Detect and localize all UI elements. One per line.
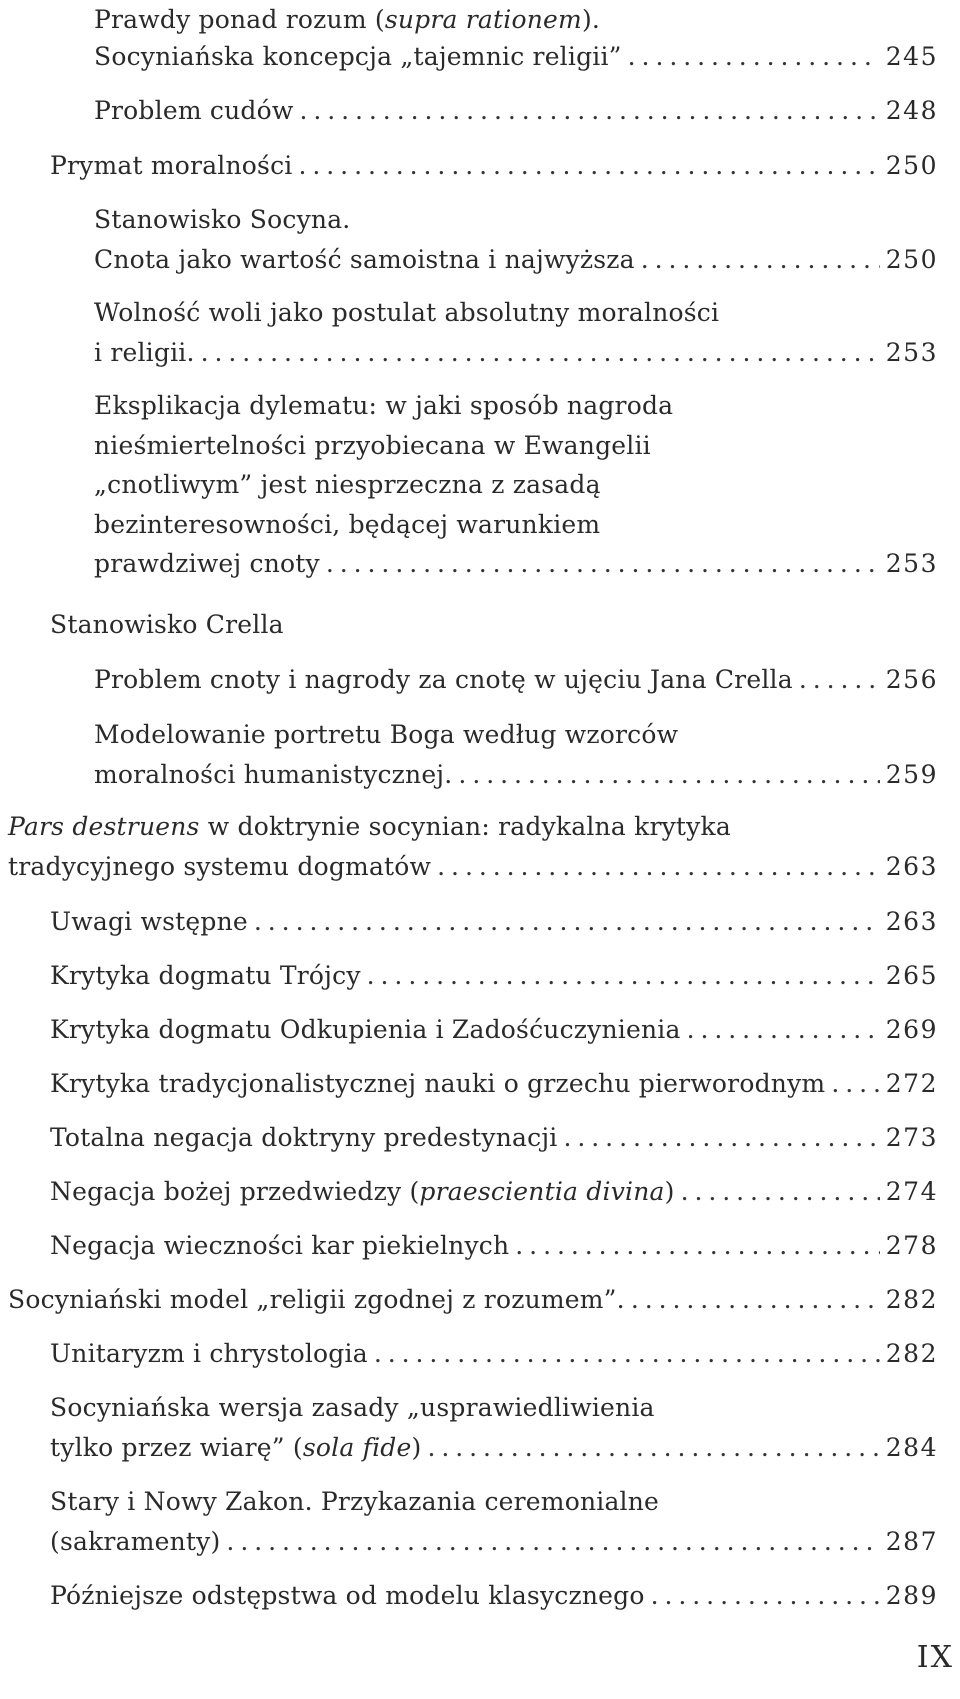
- toc-entry-text: Cnota jako wartość samoistna i najwyższa: [94, 244, 635, 274]
- toc-entry-title: [50, 1118, 558, 1158]
- dot-leader: [515, 1226, 880, 1266]
- toc-entry-italic: praescientia divina: [419, 1177, 665, 1206]
- toc-entry-title: [50, 146, 293, 186]
- toc-entry: [50, 1226, 938, 1266]
- toc-page-number: 245: [885, 42, 938, 71]
- dot-leader: [458, 755, 879, 795]
- toc-entry-last-line: [94, 544, 938, 584]
- toc-entry-last-line: [50, 1334, 938, 1374]
- toc-entry-last-line: [50, 1522, 938, 1562]
- toc-entry-title: [94, 660, 793, 700]
- toc-entry-title: [50, 1428, 421, 1468]
- toc-entry-title: [50, 1576, 645, 1616]
- dot-leader: [367, 956, 880, 996]
- dot-leader: [631, 1280, 880, 1320]
- toc-entry-title: [50, 1334, 368, 1374]
- toc-entry-last-line: [94, 240, 938, 280]
- toc-entry-line: Stary i Nowy Zakon. Przykazania ceremonialne: [50, 1487, 660, 1516]
- toc-entry-italic: Pars destruens: [8, 812, 200, 841]
- toc-entry-title: [94, 755, 452, 795]
- toc-entry-line: [94, 0, 938, 40]
- dot-leader: [831, 1064, 879, 1104]
- toc-entry: [94, 37, 938, 77]
- toc-page-number: 250: [885, 151, 938, 180]
- toc-entry-text: (sakramenty): [50, 1526, 221, 1556]
- toc-entry: [94, 660, 938, 700]
- toc-entry-text: ): [411, 1432, 422, 1462]
- toc-entry-text: Unitaryzm i chrystologia: [50, 1339, 368, 1368]
- toc-entry-title: [94, 333, 195, 373]
- toc-entry-text: Socyniańska koncepcja „tajemnic religii”: [94, 42, 622, 71]
- dot-leader: [299, 146, 880, 186]
- dot-leader: [437, 847, 880, 887]
- toc-entry-line: Stanowisko Socyna.: [94, 205, 351, 234]
- dot-leader: [564, 1118, 880, 1158]
- toc-entry-title: [94, 91, 293, 131]
- dot-leader: [641, 240, 880, 280]
- toc-entry-last-line: [94, 660, 938, 700]
- toc-entry-last-line: [50, 1172, 938, 1212]
- toc-entry-text: tradycyjnego systemu dogmatów: [8, 851, 432, 881]
- toc-page-number: 269: [885, 1015, 938, 1044]
- dot-leader: [799, 660, 880, 700]
- dot-leader: [628, 37, 880, 77]
- toc-page-number: 287: [885, 1526, 938, 1556]
- toc-entry: [50, 956, 938, 996]
- toc-page-number: 253: [885, 549, 938, 578]
- toc-page-number: 282: [885, 1285, 938, 1314]
- toc-entry: [50, 605, 938, 645]
- toc-entry: [94, 386, 938, 584]
- toc-entry: [8, 1280, 938, 1320]
- toc-entry-last-line: [50, 956, 938, 996]
- toc-page-number: 263: [885, 851, 938, 881]
- toc-entry: [50, 1118, 938, 1158]
- toc-entry: [50, 146, 938, 186]
- toc-entry: [50, 1172, 938, 1212]
- toc-entry-last-line: [94, 333, 938, 373]
- toc-entry-text: Socyniański model „religii zgodnej z rozumem”.: [8, 1285, 625, 1314]
- dot-leader: [299, 91, 879, 131]
- toc-entry-last-line: [50, 1010, 938, 1050]
- dot-leader: [427, 1428, 879, 1468]
- toc-entry-line: bezinteresowności, będącej warunkiem: [94, 509, 601, 539]
- toc-entry: [50, 902, 938, 942]
- dot-leader: [687, 1010, 880, 1050]
- toc-entry: [50, 1576, 938, 1616]
- toc-entry: [8, 807, 938, 886]
- toc-page-number: 256: [885, 665, 938, 694]
- toc-page-number: 248: [885, 96, 938, 125]
- toc-entry-text: prawdziwej cnoty: [94, 549, 320, 578]
- toc-entry-text: Problem cudów: [94, 96, 294, 125]
- toc-entry-last-line: [50, 1118, 938, 1158]
- toc-entry-last-line: [50, 902, 938, 942]
- toc-entry-text: moralności humanistycznej.: [94, 759, 453, 789]
- toc-entry-title: [8, 1280, 625, 1320]
- toc-entry-title: [50, 1010, 681, 1050]
- toc-page-number: 284: [885, 1432, 938, 1462]
- toc-page-number: 274: [885, 1177, 938, 1206]
- toc-page-number: 282: [885, 1339, 938, 1368]
- toc-entry: [94, 91, 938, 131]
- toc-entry-last-line: [94, 91, 938, 131]
- toc-entry-title: [50, 956, 361, 996]
- toc-entry-title: [50, 1064, 825, 1104]
- toc-entry-text: Problem cnoty i nagrody za cnotę w ujęciu Jana Crella: [94, 665, 793, 694]
- toc-entry-line: Stanowisko Crella: [50, 610, 284, 639]
- page-folio: IX: [916, 1640, 954, 1675]
- toc-entry-italic: sola fide: [302, 1432, 412, 1462]
- toc-entry-last-line: [50, 1428, 938, 1468]
- toc-entry: [50, 1334, 938, 1374]
- toc-entry-last-line: [50, 1576, 938, 1616]
- toc-entry: [50, 1388, 938, 1467]
- toc-entry-last-line: [50, 1064, 938, 1104]
- toc-entry-title: [94, 37, 622, 77]
- toc-page-number: 263: [885, 907, 938, 936]
- toc-page-number: 278: [885, 1231, 938, 1260]
- toc-entry-line: nieśmiertelności przyobiecana w Ewangelii: [94, 430, 651, 460]
- toc-entry-text: Późniejsze odstępstwa od modelu klasycznego: [50, 1581, 645, 1610]
- toc-entry: [50, 1482, 938, 1561]
- toc-entry-text: Negacja wieczności kar piekielnych: [50, 1231, 510, 1260]
- toc-entry-text: tylko przez wiarę” (: [50, 1432, 303, 1462]
- toc-entry-title: [50, 1226, 509, 1266]
- toc-entry-text: Prawdy ponad rozum (: [94, 5, 385, 34]
- dot-leader: [651, 1576, 880, 1616]
- dot-leader: [326, 544, 880, 584]
- toc-entry: [50, 1064, 938, 1104]
- toc-page-number: 289: [885, 1581, 938, 1610]
- toc-entry-text: Krytyka tradycjonalistycznej nauki o grzechu pierworodnym: [50, 1069, 826, 1098]
- toc-entry-line: [8, 807, 938, 847]
- toc-entry-text: Negacja bożej przedwiedzy (: [50, 1177, 420, 1206]
- toc-entry-title: [94, 240, 635, 280]
- toc-entry: [94, 200, 938, 279]
- toc-entry-text: Krytyka dogmatu Odkupienia i Zadośćuczynienia: [50, 1015, 681, 1044]
- toc-page-number: 265: [885, 961, 938, 990]
- toc-entry: [94, 715, 938, 794]
- toc-entry-last-line: [94, 755, 938, 795]
- dot-leader: [226, 1522, 879, 1562]
- toc-entry: [94, 293, 938, 372]
- toc-page-number: 273: [885, 1123, 938, 1152]
- toc-entry-last-line: [50, 146, 938, 186]
- toc-entry-text: ).: [581, 5, 601, 34]
- toc-entry-text: i religii.: [94, 337, 195, 367]
- toc-entry-last-line: [50, 1226, 938, 1266]
- toc-entry-line: Eksplikacja dylematu: w jaki sposób nagroda: [94, 391, 674, 420]
- toc-entry-text: w doktrynie socynian: radykalna krytyka: [199, 812, 731, 841]
- toc-entry-line: Socyniańska wersja zasady „usprawiedliwienia: [50, 1393, 655, 1422]
- toc-entry-italic: supra rationem: [384, 5, 582, 34]
- toc-entry-line: Modelowanie portretu Boga według wzorców: [94, 720, 679, 749]
- toc-page-number: 259: [885, 759, 938, 789]
- toc-entry-line: „cnotliwym” jest niesprzeczna z zasadą: [94, 470, 601, 499]
- toc-entry-title: [8, 847, 431, 887]
- dot-leader: [374, 1334, 880, 1374]
- toc-page-number: 250: [885, 244, 938, 274]
- toc-entry-title: [50, 902, 248, 942]
- toc-entry: [94, 0, 938, 40]
- toc-entry-last-line: [8, 847, 938, 887]
- toc-entry-text: Prymat moralności: [50, 151, 293, 180]
- toc-entry: [50, 1010, 938, 1050]
- toc-entry-title: [50, 1522, 220, 1562]
- toc-page-number: 272: [885, 1069, 938, 1098]
- toc-entry-last-line: [94, 37, 938, 77]
- toc-entry-text: Totalna negacja doktryny predestynacji: [50, 1123, 558, 1152]
- toc-entry-last-line: [8, 1280, 938, 1320]
- dot-leader: [254, 902, 880, 942]
- toc-page-number: 253: [885, 337, 938, 367]
- toc-entry-text: Uwagi wstępne: [50, 907, 248, 936]
- toc-entry-text: Krytyka dogmatu Trójcy: [50, 961, 361, 990]
- toc-entry-line: Wolność woli jako postulat absolutny moralności: [94, 298, 720, 327]
- toc-entry-title: [94, 544, 320, 584]
- toc-entry-text: ): [664, 1177, 675, 1206]
- dot-leader: [681, 1172, 880, 1212]
- dot-leader: [201, 333, 880, 373]
- toc-entry-title: [50, 1172, 675, 1212]
